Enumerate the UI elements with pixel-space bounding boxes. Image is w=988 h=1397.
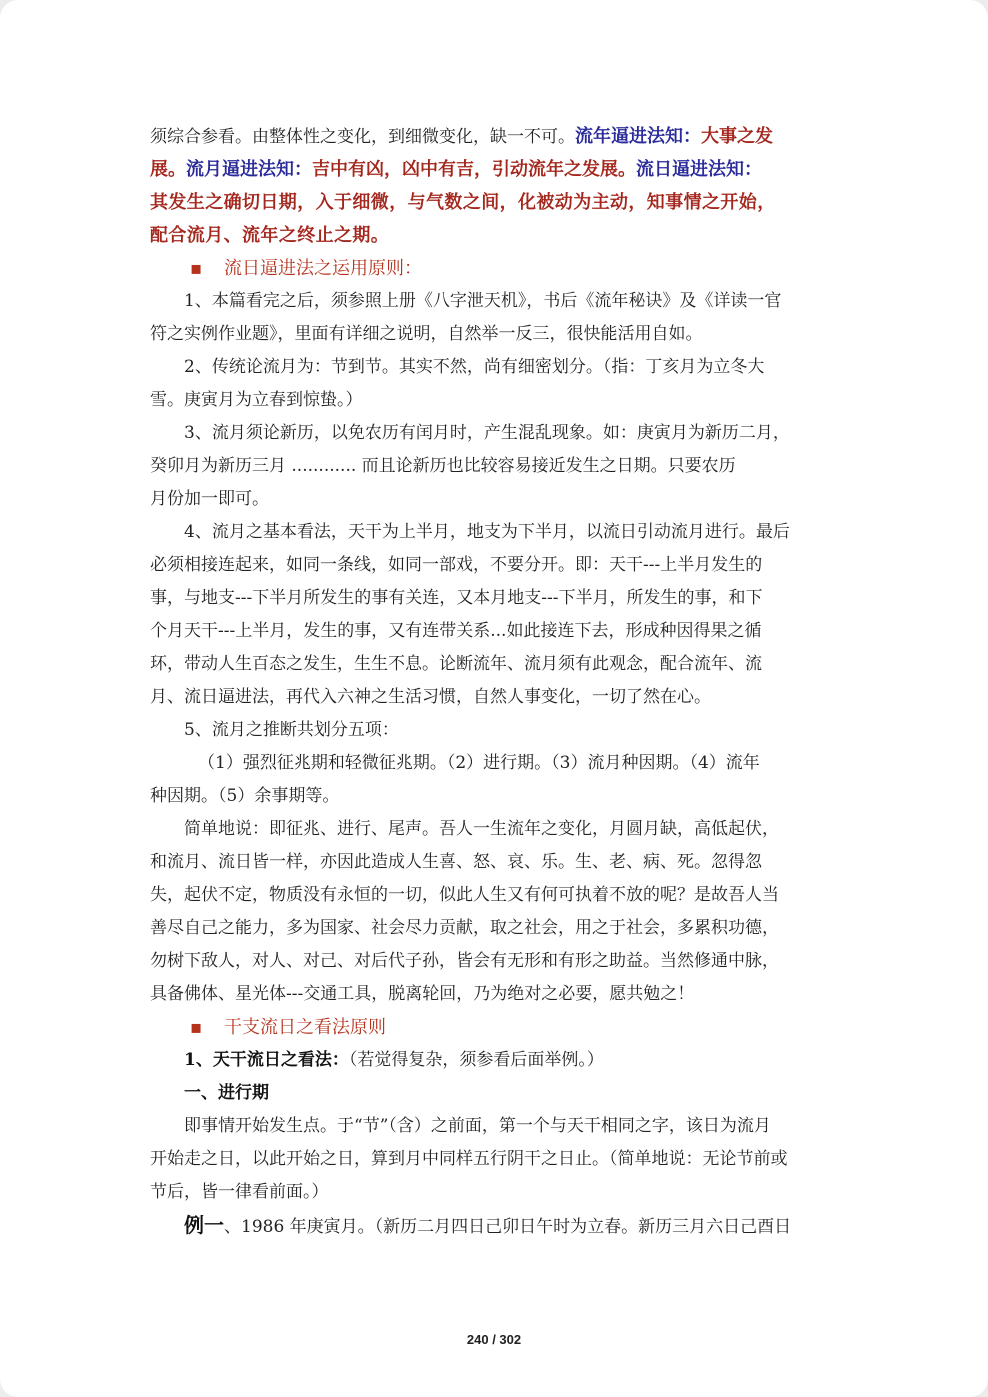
intro-text: 须综合参看。由整体性之变化，到细微变化，缺一不可。 <box>150 127 575 147</box>
intro-line-2 <box>150 153 850 186</box>
highlight-red: 展。 <box>150 159 186 180</box>
page-content <box>150 120 850 1242</box>
simple-line-6: 具备佛体、星光体---交通工具，脱离轮回，乃为绝对之必要，愿共勉之！ <box>150 984 695 1004</box>
subheading-bold: 1、天干流日之看法： <box>184 1050 349 1070</box>
last-para-line-2: 开始走之日，以此开始之日，算到月中同样五行阴干之日止。（简单地说：无论节前或 <box>150 1149 788 1169</box>
item-4-line-2: 必须相接连起来，如同一条线，如同一部戏，不要分开。即：天干---上半月发生的 <box>150 555 763 575</box>
heading-text: 流日逼进法之运用原则： <box>224 258 422 279</box>
simple-line-5: 勿树下敌人，对人、对己、对后代子孙，皆会有无形和有形之助益。当然修通中脉， <box>150 951 779 971</box>
example-line <box>150 1209 850 1242</box>
page-number: 240 / 302 <box>466 1332 522 1347</box>
item-3-line-1: 3、流月须论新历，以免农历有闰月时，产生混乱现象。如：庚寅月为新历二月， <box>184 423 790 443</box>
item-4-line-1: 4、流月之基本看法，天干为上半月，地支为下半月，以流日引动流月进行。最后 <box>184 522 790 542</box>
simple-line-2: 和流月、流日皆一样，亦因此造成人生喜、怒、哀、乐。生、老、病、死。忽得忽 <box>150 852 762 872</box>
section-heading-1 <box>150 252 850 285</box>
intro-line-4: 配合流月、流年之终止之期。 <box>150 225 390 246</box>
item-1-line-2: 符之实例作业题》，里面有详细之说明，自然举一反三，很快能活用自如。 <box>150 324 703 344</box>
subheading-note: （若觉得复杂，须参看后面举例。） <box>348 1050 604 1070</box>
simple-line-1: 简单地说：即征兆、进行、尾声。吾人一生流年之变化，月圆月缺，高低起伏， <box>184 819 779 839</box>
item-3-line-2: 癸卯月为新历三月 ............ 而且论新历也比较容易接近发生之日期。只要农历 <box>150 456 736 476</box>
item-4-line-3: 事，与地支---下半月所发生的事有关连，又本月地支---下半月，所发生的事，和下 <box>150 588 763 608</box>
item-2-line-2: 雪。庚寅月为立春到惊蛰。） <box>150 390 363 410</box>
subheading-1 <box>150 1044 850 1077</box>
item-4-line-4: 个月天干---上半月，发生的事，又有连带关系...如此接连下去，形成种因得果之循 <box>150 621 762 641</box>
bullet-icon: ▪ <box>190 1017 203 1038</box>
item-2-line-1: 2、传统论流月为：节到节。其实不然，尚有细密划分。（指：丁亥月为立冬大 <box>184 357 765 377</box>
highlight-red: 大事之发 <box>701 126 773 147</box>
highlight-blue: 流日逼进法知： <box>636 159 762 180</box>
example-text: 、1986 年庚寅月。（新历二月四日己卯日午时为立春。新历三月六日己酉日 <box>224 1217 792 1237</box>
item-4-line-5: 环，带动人生百态之发生，生生不息。论断流年、流月须有此观念，配合流年、流 <box>150 654 762 674</box>
simple-line-4: 善尽自己之能力，多为国家、社会尽力贡献，取之社会，用之于社会，多累积功德， <box>150 918 779 938</box>
intro-line-3: 其发生之确切日期，入于细微，与气数之间，化被动为主动，知事情之开始， <box>150 192 776 213</box>
bullet-icon: ▪ <box>190 258 203 279</box>
item-5-line-1: 5、流月之推断共划分五项： <box>184 720 399 740</box>
item-5-line-2: （1）强烈征兆期和轻微征兆期。（2）进行期。（3）流月种因期。（4）流年 <box>198 753 760 773</box>
item-5-line-3: 种因期。（5）余事期等。 <box>150 786 340 806</box>
highlight-red: 吉中有凶，凶中有吉，引动流年之发展。 <box>312 159 636 180</box>
item-4-line-6: 月、流日逼进法，再代入六神之生活习惯，自然人事变化，一切了然在心。 <box>150 687 711 707</box>
example-label: 例一 <box>184 1213 224 1237</box>
item-1-line-1: 1、本篇看完之后，须参照上册《八字泄天机》，书后《流年秘诀》及《详读一官 <box>184 291 782 311</box>
item-3-line-3: 月份加一即可。 <box>150 489 269 509</box>
highlight-blue: 流年逼进法知： <box>575 126 701 147</box>
intro-line-1 <box>150 120 850 153</box>
highlight-blue: 流月逼进法知： <box>186 159 312 180</box>
simple-line-3: 失，起伏不定，物质没有永恒的一切，似此人生又有何可执着不放的呢？是故吾人当 <box>150 885 779 905</box>
last-para-line-1: 即事情开始发生点。于“节”（含）之前面，第一个与天干相同之字，该日为流月 <box>184 1116 771 1136</box>
section-heading-2 <box>150 1011 850 1044</box>
subheading-2: 一、进行期 <box>184 1083 269 1103</box>
heading-text: 干支流日之看法原则 <box>224 1017 386 1038</box>
last-para-line-3: 节后，皆一律看前面。） <box>150 1182 329 1202</box>
